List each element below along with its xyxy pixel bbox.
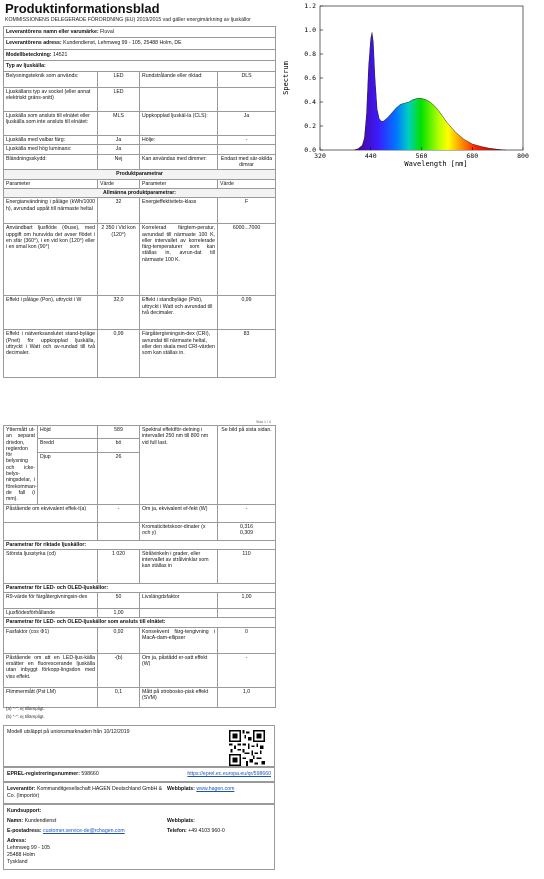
class-label: Energieffektivitets-klass — [140, 198, 218, 224]
x-tick-label: 680 — [466, 152, 479, 160]
directional-title: Parametrar för riktade ljuskällor: — [4, 540, 276, 549]
col-value-2: Värde — [218, 179, 276, 188]
hlum-label: Ljuskälla med hög luminans: — [4, 145, 98, 154]
supplier-box — [3, 782, 275, 804]
col-value-1: Värde — [98, 179, 140, 188]
survival-label: Livslängdsfaktor — [140, 593, 218, 609]
peak-label: Största ljusstyrka (cd) — [4, 549, 98, 583]
supplier-address-value: Kundendienst, Lehmweg 99 - 105, 25488 Holm, DE — [63, 40, 182, 47]
connected-value: Ja — [218, 112, 276, 136]
equiv-label: Om ja, ekvivalent ef-fekt (W) — [140, 504, 218, 522]
mains-label: Ljuskälla som ansluts till elnätet eller ljuskälla som inte ansluts till elnätet: — [4, 112, 98, 136]
page-title: Produktinformationsblad — [5, 1, 160, 16]
y-axis-label: Spectrum — [282, 61, 290, 95]
supplier-address-label: Leverantörens adress: — [6, 40, 62, 47]
footnote-b: (b) "-": ej tillämpligt. — [6, 714, 45, 719]
supplier-table — [3, 26, 276, 378]
dim-label: Kan användas med dimmer: — [140, 154, 218, 170]
depth-label: Djup — [38, 452, 98, 504]
directional-label: Rundstrålande eller riktad: — [140, 72, 218, 88]
equiv-claim-label: Påstående om ekvivalent effek-t(a) — [4, 504, 98, 522]
spd-value: Se bild på sista sidan. — [218, 426, 276, 505]
energy-label: Energianvändning i påläge (kWh/1000 h), avrundad uppåt till närmaste heltal — [4, 198, 98, 224]
beam-value: 110 — [218, 549, 276, 583]
col-param-2: Parameter — [140, 179, 218, 188]
market-date: Modell utsläppt på unionsmarknaden från 10/12/2019 — [7, 729, 130, 735]
peak-value: 1 020 — [98, 549, 140, 583]
replace-eq-label: Om ja, påstådd er-satt effekt (W) — [140, 653, 218, 687]
contact-name-label: Namn: — [7, 818, 24, 824]
tech-value: LED — [98, 72, 140, 88]
replace-value: -(b) — [98, 653, 140, 687]
mains-value: MLS — [98, 112, 140, 136]
sdcm-value: 0 — [218, 627, 276, 653]
maintenance-label: Ljusflödesförhållande — [4, 609, 98, 618]
type-label: Typ av ljuskälla: — [4, 60, 276, 71]
led-title: Parametrar för LED- och OLED-ljuskällor: — [4, 583, 276, 592]
eprel-label: EPREL-registreringsnummer: — [7, 771, 80, 777]
envelope-value: - — [218, 136, 276, 145]
pnet-value: 0,99 — [98, 330, 140, 378]
hlum-value: Ja — [98, 145, 140, 154]
phone-label: Telefon: — [167, 828, 187, 834]
spectrum-series-area — [354, 32, 506, 150]
psb-label: Effekt i standbyläge (Psb), uttryckt i Watt och avrundad till två decimaler. — [140, 296, 218, 330]
x-tick-label: 320 — [314, 152, 326, 160]
qr-code-icon[interactable] — [229, 730, 265, 766]
flux-value: 2 350 i Vid kon (120°) — [98, 224, 140, 296]
spectrum-chart — [276, 0, 544, 170]
cri-value: 83 — [218, 330, 276, 378]
depth-value: 26 — [98, 452, 140, 504]
colour-label: Ljuskälla med valbar färg: — [4, 136, 98, 145]
dimensions-label: Yttermått ut-an separat drivdon, reglerdon för belysning och icke-belys-ningsdelar, i förekomman-de fall (i mm). — [4, 426, 38, 505]
cap-label: Ljuskällans typ av sockel (eller annat elektriskt gräns-snitt) — [4, 88, 98, 112]
equiv-value: - — [218, 504, 276, 522]
width-label: Bredd — [38, 439, 98, 452]
x-tick-label: 440 — [364, 152, 377, 160]
flicker-value: 0,1 — [98, 687, 140, 707]
y-tick-label: 0.0 — [304, 146, 316, 155]
tech-label: Belysningsteknik som används: — [4, 72, 98, 88]
page-number: Sida 1 / 4 — [256, 420, 271, 424]
directional-value: DLS — [218, 72, 276, 88]
support-label: Kundsupport: — [7, 808, 42, 814]
led-mains-title: Parametrar för LED- och OLED-ljuskällor som ansluts till elnätet: — [4, 618, 276, 627]
info-sheet-page2 — [3, 425, 275, 708]
y-tick-label: 0.4 — [304, 98, 316, 107]
x-tick-label: 800 — [517, 152, 529, 160]
footer-supplier-value: Kommanditgesellschaft HAGEN Deutschland GmbH & Co. (Importör) — [7, 786, 163, 799]
sdcm-label: Konsekvent färg-tengivning i MacA-dam-ellipser — [140, 627, 218, 653]
addr-line2: 25488 Holm — [7, 852, 35, 858]
web2-label: Webbplats: — [167, 818, 195, 824]
class-value: F — [218, 198, 276, 224]
general-params-title: Allmänna produktparametrar: — [4, 188, 276, 197]
col-param-1: Parameter — [4, 179, 98, 188]
replace-label: Påstående om att en LED-ljus-källa ersätter en fluorescerande ljuskälla utan inbyggt förkopp-lingsdon med viss effekt. — [4, 653, 98, 687]
footnote-a: (a) "-": ej tillämpligt. — [6, 706, 45, 711]
svm-label: Mått på strobosko-pisk effekt (SVM) — [140, 687, 218, 707]
website-label: Webbplats: — [167, 786, 195, 792]
eprel-link[interactable]: https://eprel.ec.europa.eu/qr/598660 — [187, 771, 271, 777]
spectrum-svg — [276, 0, 544, 170]
dimensions-table — [3, 425, 276, 708]
beam-label: Strålvinkeln i grader, eller intervallet av strålvinklar som kan ställas in — [140, 549, 218, 583]
model-label: Modellbeteckning: — [6, 51, 52, 58]
colour-value: Ja — [98, 136, 140, 145]
flicker-label: Flimmermått (Pst LM) — [4, 687, 98, 707]
glare-value: Nej — [98, 154, 140, 170]
x-tick-label: 560 — [415, 152, 428, 160]
y-tick-label: 1.2 — [304, 2, 316, 11]
y-tick-label: 1.0 — [304, 26, 316, 35]
width-value: bö — [98, 439, 140, 452]
envelope-label: Hölje: — [140, 136, 218, 145]
supplier-name-label: Leverantörens namn eller varumärke: — [6, 29, 99, 35]
model-value: 14521 — [53, 51, 68, 58]
email-label: E-postadress: — [7, 828, 42, 834]
glare-label: Bländningsskydd: — [4, 154, 98, 170]
contact-name-value: Kundendienst — [24, 818, 57, 824]
addr-line1: Lehmweg 99 - 105 — [7, 845, 50, 851]
cri-label: Färgåtergivningsin-dex (CRI), avrundat till närmaste heltal, eller den skala med CRI-värden som kan ställas in. — [140, 330, 218, 378]
maintenance-value: 1,00 — [98, 609, 140, 618]
eprel-value: 598660 — [81, 771, 99, 777]
connected-label: Uppkopplad ljuskäl-la (CLS): — [140, 112, 218, 136]
email-link[interactable]: customer.service-de@rchagen.com — [43, 828, 125, 834]
replace-eq-value: - — [218, 653, 276, 687]
supplier-name-value: Fluval — [100, 29, 114, 35]
displacement-value: 0,92 — [98, 627, 140, 653]
support-box — [3, 804, 275, 870]
website-link[interactable]: www.hagen.com — [196, 786, 235, 792]
psb-value: 0,99 — [218, 296, 276, 330]
flux-label: Användbart ljusflöde (Φuse), med uppgift om huruvida det avser flödet i en sfär (360°), i en vid kon (120°) eller i en smal kon (90°) — [4, 224, 98, 296]
x-axis-label: Wavelength [nm] — [404, 160, 468, 168]
energy-value: 32 — [98, 198, 140, 224]
survival-value: 1,00 — [218, 593, 276, 609]
phone-value: +49 4103 960-0 — [188, 828, 225, 834]
pnet-label: Effekt i nätverksanslutet stand-byläge (Pnet) för uppkopplad ljuskälla, uttryckt i Watt och av-rundad till två decimaler. — [4, 330, 98, 378]
chroma-value: 0,316 0,309 — [218, 522, 276, 540]
pon-value: 32,0 — [98, 296, 140, 330]
params-section-title: Produktparametrar — [4, 170, 276, 179]
height-label: Höjd — [38, 426, 98, 439]
spd-label: Spektral effektför-delning i intervallet 250 nm till 800 nm vid full last. — [140, 426, 218, 505]
cap-value: LED — [98, 88, 140, 112]
r9-value: 50 — [98, 593, 140, 609]
equiv-claim-value: - — [98, 504, 140, 522]
y-tick-label: 0.8 — [304, 50, 316, 59]
cct-label: Korrelerad färgtem-peratur, avrundad till närmaste 100 K, eller intervallet av korrelerade färg-temperaturer som kan ställas in, avrun-dat till närmaste 100 K. — [140, 224, 218, 296]
pon-label: Effekt i påläge (Pon), uttryckt i W — [4, 296, 98, 330]
y-tick-label: 0.6 — [304, 74, 316, 83]
footer-supplier-label: Leverantör: — [7, 786, 36, 792]
addr-label: Adress: — [7, 838, 27, 844]
y-tick-label: 0.2 — [304, 122, 316, 131]
svm-value: 1,0 — [218, 687, 276, 707]
regulation-subtitle: KOMMISSIONENS DELEGERADE FÖRORDNING (EU) 2019/2015 vad gäller energimärkning av ljuskällor — [5, 17, 251, 23]
r9-label: R9-värde för färgåtergivningsin-dex — [4, 593, 98, 609]
registration-box — [3, 767, 275, 782]
height-value: 589 — [98, 426, 140, 439]
dim-value: Endast med sär-skilda dimrar — [218, 154, 276, 170]
cct-value: 6000...7000 — [218, 224, 276, 296]
chroma-label: Kromaticitetskoor-dinater (x och y) — [140, 522, 218, 540]
info-sheet — [3, 2, 275, 378]
displacement-label: Fasfaktor (cos Φ1) — [4, 627, 98, 653]
addr-line3: Tyskland — [7, 859, 28, 865]
